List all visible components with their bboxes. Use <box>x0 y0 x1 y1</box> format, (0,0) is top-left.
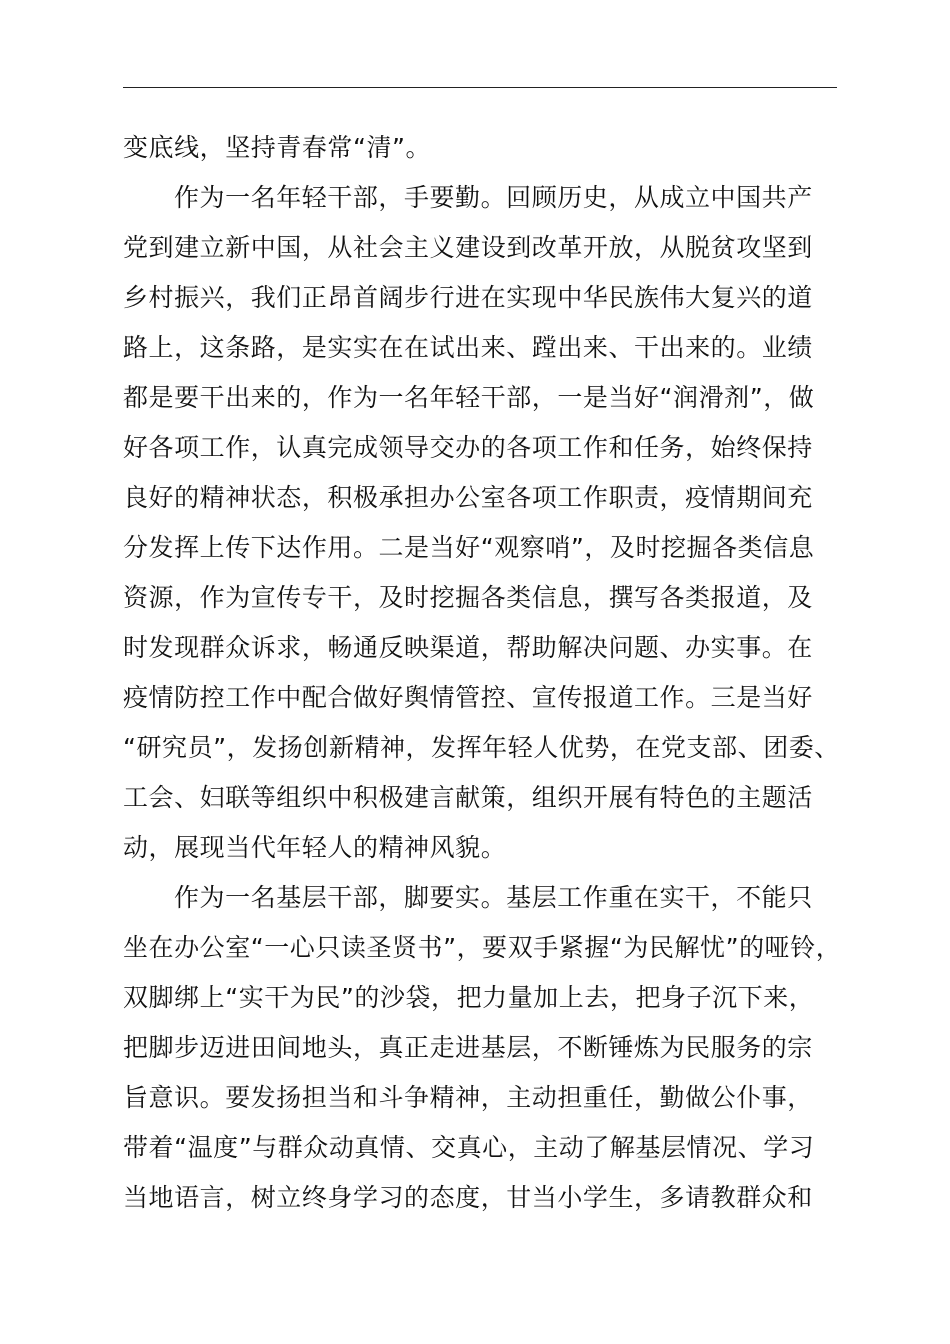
text-line: 时发现群众诉求，畅通反映渠道，帮助解决问题、办实事。在 <box>123 633 813 662</box>
text-line: 双脚绑上“实干为民”的沙袋，把力量加上去，把身子沉下来， <box>123 983 815 1012</box>
text-line: 疫情防控工作中配合做好舆情管控、宣传报道工作。三是当好 <box>123 683 813 712</box>
text-line: 分发挥上传下达作用。二是当好“观察哨”，及时挖掘各类信息 <box>123 533 815 562</box>
text-line: 变底线，坚持青春常“清”。 <box>123 133 432 162</box>
text-line: 带着“温度”与群众动真情、交真心，主动了解基层情况、学习 <box>123 1133 815 1162</box>
text-line: 坐在办公室“一心只读圣贤书”，要双手紧握“为民解忧”的哑铃， <box>123 933 842 962</box>
text-line: 工会、妇联等组织中积极建言献策，组织开展有特色的主题活 <box>123 783 813 812</box>
text-line: 动，展现当代年轻人的精神风貌。 <box>123 833 507 862</box>
text-line: 当地语言，树立终身学习的态度，甘当小学生，多请教群众和 <box>123 1183 813 1212</box>
text-line: 路上，这条路，是实实在在试出来、蹚出来、干出来的。业绩 <box>123 333 813 362</box>
text-line: 把脚步迈进田间地头，真正走进基层，不断锤炼为民服务的宗 <box>123 1033 813 1062</box>
paragraph-first-line: 作为一名基层干部，脚要实。基层工作重在实干，不能只 <box>174 883 813 912</box>
paragraph-first-line: 作为一名年轻干部，手要勤。回顾历史，从成立中国共产 <box>174 183 813 212</box>
document-body <box>123 130 863 1230</box>
text-line: 党到建立新中国，从社会主义建设到改革开放，从脱贫攻坚到 <box>123 233 813 262</box>
text-line: 资源，作为宣传专干，及时挖掘各类信息，撰写各类报道，及 <box>123 583 813 612</box>
header-rule <box>123 87 837 88</box>
text-line: 好各项工作，认真完成领导交办的各项工作和任务，始终保持 <box>123 433 813 462</box>
text-line: 乡村振兴，我们正昂首阔步行进在实现中华民族伟大复兴的道 <box>123 283 813 312</box>
text-line: 都是要干出来的，作为一名年轻干部，一是当好“润滑剂”，做 <box>123 383 815 412</box>
text-line: “研究员”，发扬创新精神，发挥年轻人优势，在党支部、团委、 <box>123 733 840 762</box>
text-line: 旨意识。要发扬担当和斗争精神，主动担重任，勤做公仆事， <box>123 1083 813 1112</box>
text-line: 良好的精神状态，积极承担办公室各项工作职责，疫情期间充 <box>123 483 813 512</box>
